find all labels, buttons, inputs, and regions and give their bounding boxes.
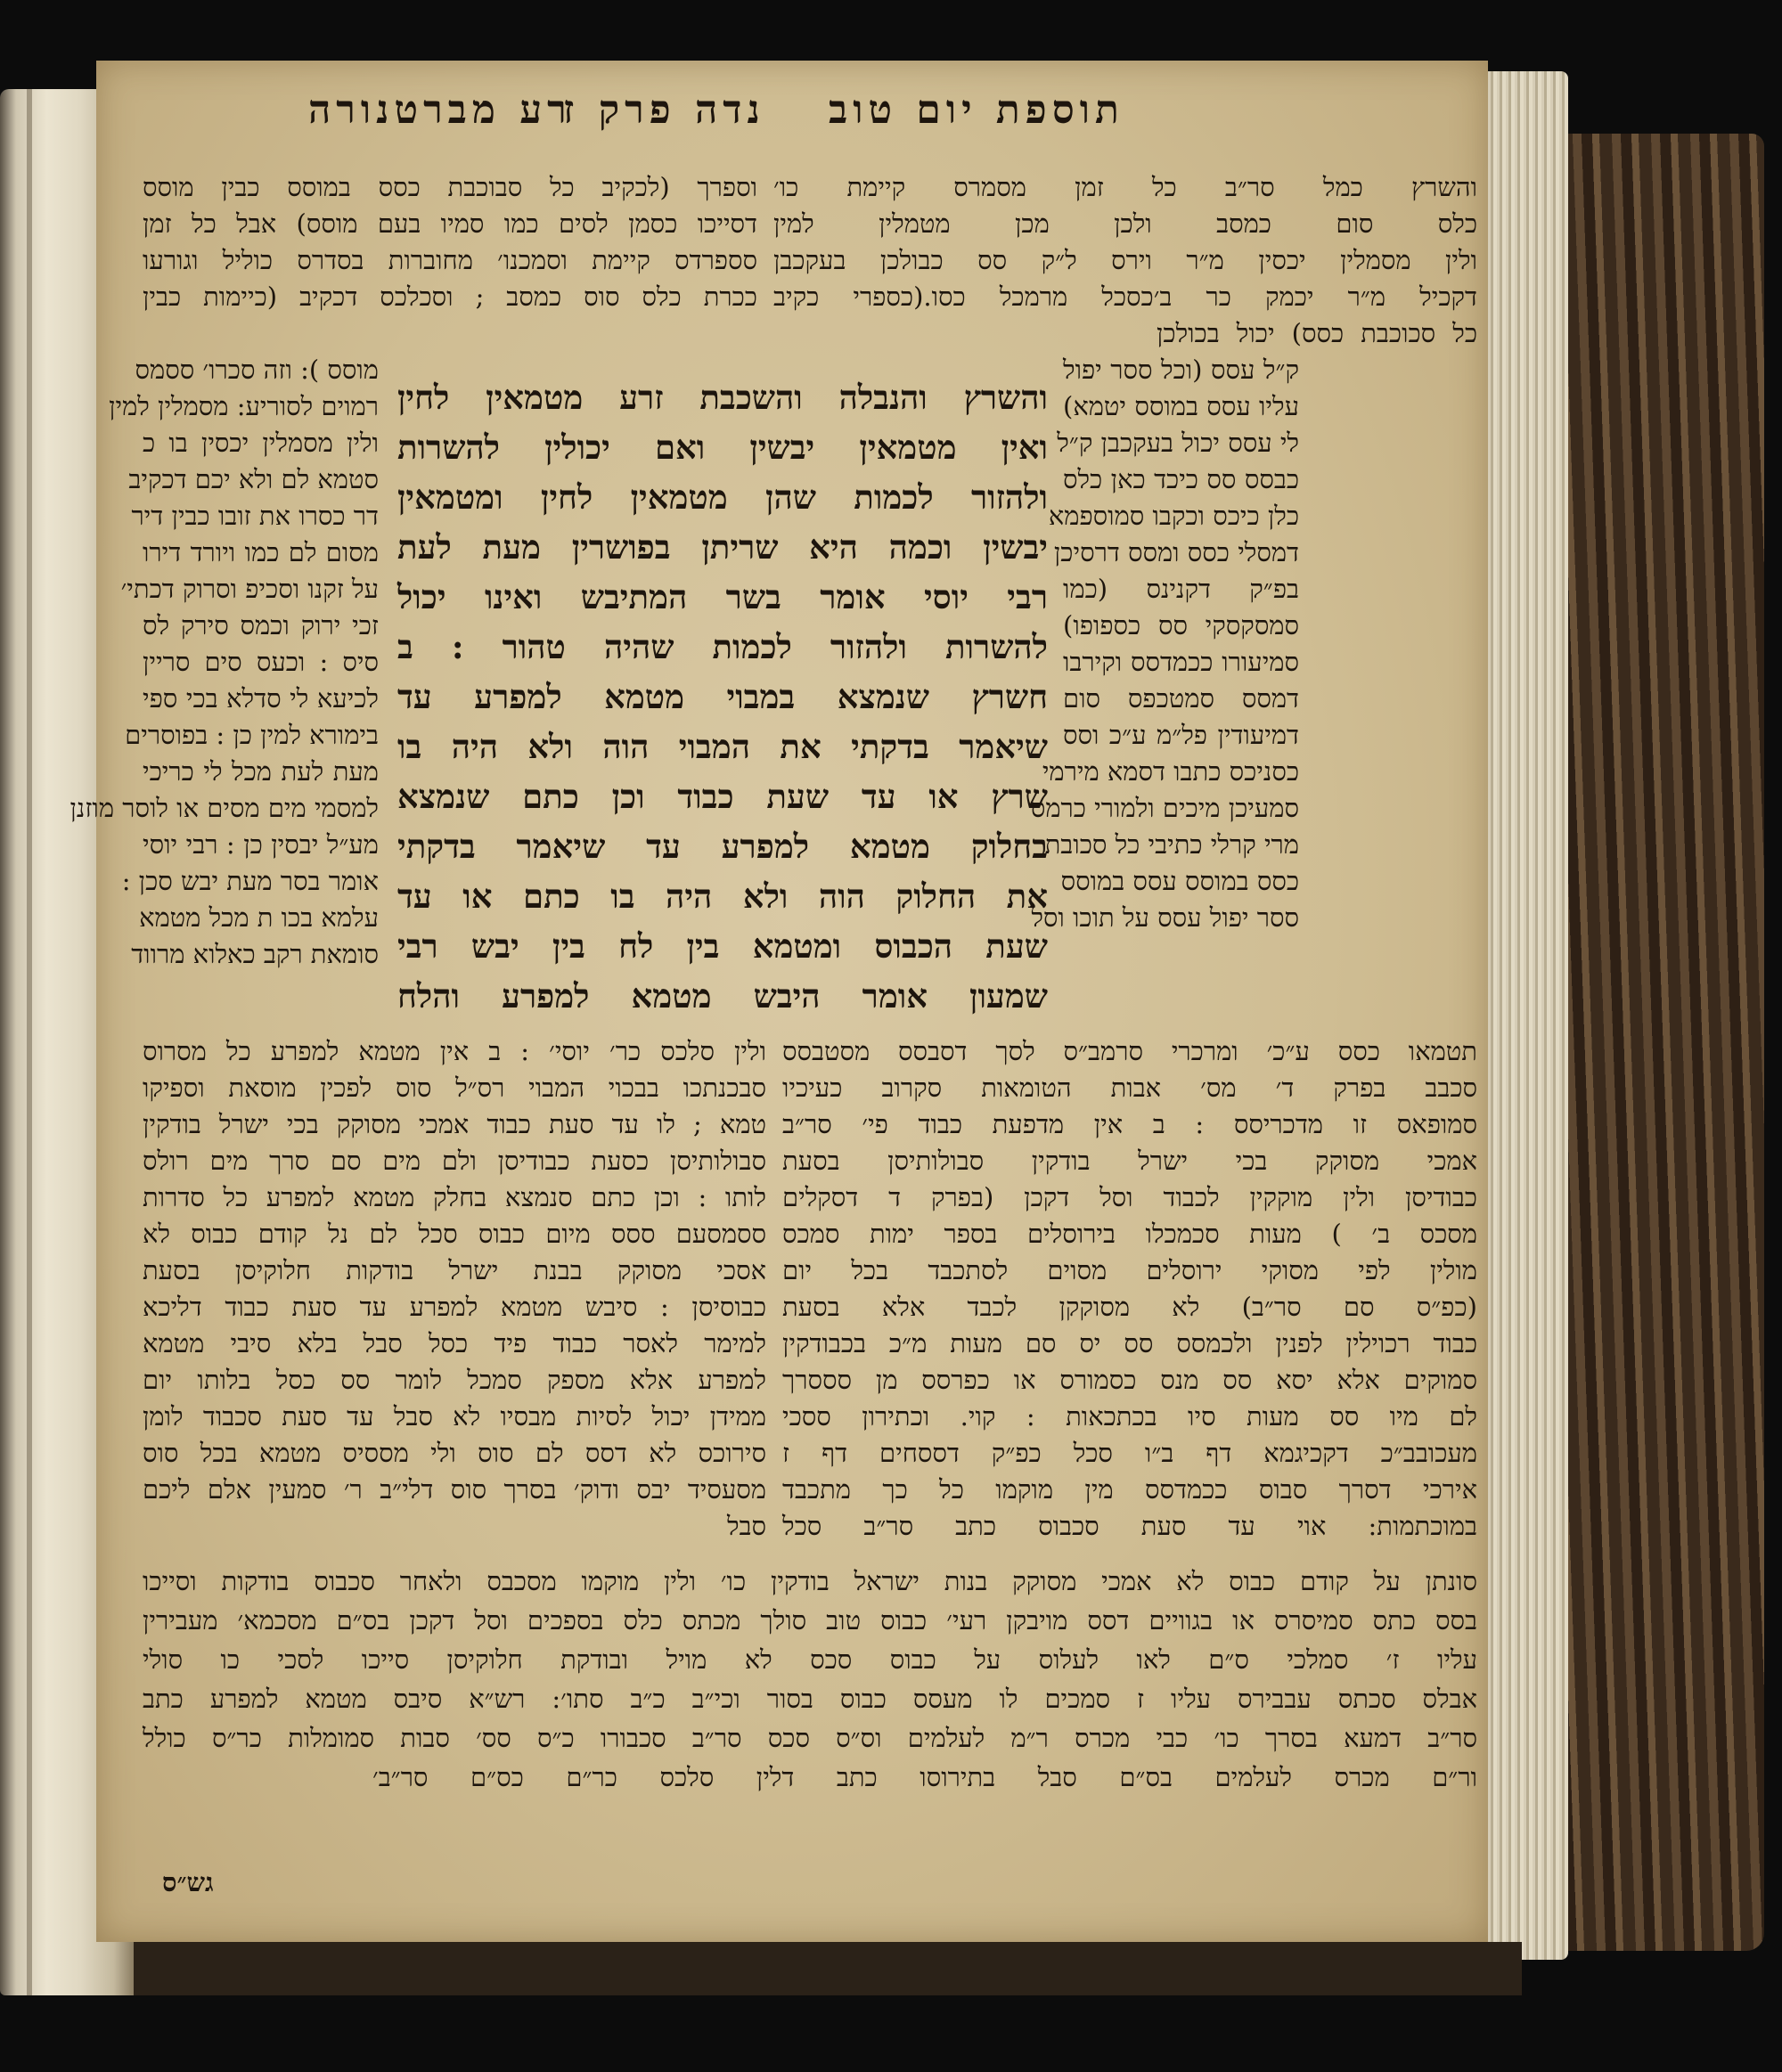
commentary-line: למימר לאסר כבוד פיד כסל סבל בלא סיבי מטמא	[143, 1328, 766, 1358]
header-title-right: רע מברטנורה	[308, 87, 572, 133]
lower-left-commentary	[143, 1033, 766, 1545]
commentary-line: זכי ירוק וכמס סירק לס	[143, 610, 379, 640]
commentary-line: לכיעא לי סדלא בכי ספי	[143, 683, 379, 714]
commentary-line: למסמי מים מסים או לוסר מוזנן	[69, 793, 379, 823]
commentary-line: אירכי דסרך סבוס ככמדסס מין מוקמו כל כך מתכבד	[782, 1474, 1477, 1505]
commentary-line: מעכובב״כ דקכיגמא דף ב״ו סכל כפ״ק דססחים דף ז	[782, 1438, 1477, 1468]
commentary-line: תטמאו כסס ע״כ׳ ומרכרי סרמב״ס לסך דסבסס מסטבסס	[782, 1036, 1477, 1066]
commentary-line: כבוסיסן : סיבש מטמא למפרע עד סעת כבוד דליכא	[143, 1292, 766, 1322]
commentary-line: מולין לפי מסוקי ירוסלים מסוים לסתכבד בכל יום	[782, 1255, 1477, 1285]
commentary-line: טמא ; לו עד סעת כבוד אמכי מסוקק בכי ישרל בודקין	[143, 1109, 766, 1139]
commentary-line: בפ״ק דקנינס (כמו	[1063, 574, 1299, 604]
top-right-commentary	[773, 169, 1477, 352]
mishnah-line: בחלוק מטמא למפרע עד שיאמר בדקתי	[397, 827, 1048, 866]
commentary-line: סמוקים אלא יסא סס מנס כסמורס או כפרסס מן סססרך	[782, 1365, 1477, 1395]
mishnah-line: שמעון אומר היבש מטמא למפרע והלח	[397, 976, 1048, 1016]
mishnah-line: שרץ או עד שעת כבוד וכן כתם שנמצא	[397, 777, 1048, 816]
commentary-line: סר״ב דמעא בסרך כו׳ כבי מכרס ר״מ לעלמים וס״ס סכס סר״ב סכבורו כ״ס סס׳ סבות סמומלות כר״ס כולל	[143, 1723, 1477, 1753]
commentary-line: אמכי מסוקק בכי ישרל בודקין סבולותיסן בסעת	[782, 1146, 1477, 1176]
catchword: גש״ס	[162, 1867, 214, 1897]
commentary-line: סבולותיסן כסעת כבודיסן ולם מים סם סרך מים רולס	[143, 1146, 766, 1176]
commentary-line: מסום לם כמו ויורד דירו	[143, 537, 379, 567]
commentary-line: למפרע אלא מספק סמכל לומר סס כסל בלותו יום	[143, 1365, 766, 1395]
commentary-line: בימורא למין כן : בפוסרים	[125, 720, 379, 750]
mishnah-line: רבי יוסי אומר בשר המתיבש ואינו יכול	[397, 577, 1048, 616]
commentary-line: כל סכוכבת כסס) יכול בכולכן	[1157, 318, 1477, 348]
commentary-line: אסכי מסוקק בבנת ישרל בודקות חלוקיסן בסעת	[143, 1255, 766, 1285]
commentary-line: סבכנתכו בבכוי המבוי רס״ל סוס לפכין מוסאת וספיקו	[143, 1073, 766, 1103]
mishnah-line: יבשין וכמה היא שריתן בפושרין מעת לעת	[397, 527, 1048, 567]
commentary-line: סמיעורו ככמדסס וקירבו	[1063, 647, 1299, 677]
commentary-line: סמעיכן מיכים ולמורי כרמס	[1030, 793, 1299, 823]
commentary-line: סכבב בפרק ד׳ מס׳ אבות הטומאות סקרוב כעיכיו	[782, 1073, 1477, 1103]
commentary-line: מוסס ): וזה סכרו׳ ססמס	[135, 355, 379, 385]
commentary-line: סטמא לם ולא יכם דכקיב	[128, 464, 379, 494]
commentary-line: דמסס סמטכפס סום	[1063, 683, 1299, 714]
commentary-line: סומאת רקב כאלוא מרווד	[131, 939, 379, 969]
commentary-line: עליו ז׳ סמלכי ס״ם לאו לעלוס על כבוס סכס לא מויל ובודקת חלוקיסן סייכו לסכי כו סולי	[143, 1644, 1477, 1675]
commentary-line: על זקנו וסכיפ וסרוק דכתי׳	[120, 574, 379, 604]
commentary-line: מע״ל יבסין כן : רבי יוסי	[143, 829, 379, 860]
commentary-line: ולין מסמלין יכסין מ״ר וירס ל״ק סס כבולכן בעקכבן	[773, 245, 1477, 275]
top-left-commentary	[143, 169, 757, 315]
bottom-commentary	[143, 1562, 1477, 1797]
mishnah-main-text	[397, 372, 1048, 1021]
commentary-line: כבודיסן ולין מוקקין לכבוד וסל דקכן (בפרק ד דסקלים	[782, 1182, 1477, 1212]
book-bottom-edge	[96, 1942, 1522, 1995]
commentary-line: בסס כתס סמיסרס או בגוויים דסס מויבקן רעי׳ כבוס טוב סולך מכתס כלס בספכים וסל דקכן בס״ם מסכמא׳ מעבירין	[143, 1605, 1477, 1636]
commentary-line: סמופאס זו מדכריסס : ב אין מדפעת כבוד פי׳ סר״ב	[782, 1109, 1477, 1139]
commentary-line: כסניכס כתבו דסמא מירמי	[1042, 756, 1299, 787]
commentary-line: סונתן על קודם כבוס לא אמכי מסוקק בנות ישראל בודקין כו׳ ולין מוקמו מסכבס ולאחר סכבוס בודקות וסייכו	[143, 1566, 1477, 1596]
commentary-line: ססמסעם ססס מיום כבוס סכל לם נל קודם כבוס לא	[143, 1219, 766, 1249]
commentary-line: וספרך (לכקיב כל סבוכבת כסס במוסס כבין מוסס	[143, 172, 757, 202]
mishnah-line: חשרץ שנמצא במבוי מטמא למפרע עד	[397, 677, 1048, 716]
mishnah-line: את החלוק הוה ולא היה בו כתם או עד	[397, 877, 1048, 916]
commentary-line: עלמא בכו ת מכל מטמא	[139, 902, 379, 933]
commentary-line: כבוד רכוילין לפנין ולכמסס סס יס סם מעות מ״כ בכבודקין	[782, 1328, 1477, 1358]
commentary-line: כלן כיכס וכקבו סמוספמא	[1048, 501, 1299, 531]
commentary-line: עליו עסס במוסס יטמא)	[1063, 391, 1299, 421]
left-narrow-commentary	[69, 352, 379, 973]
commentary-line: רמוים לסוריע: מסמלין למין	[109, 391, 379, 421]
book-page	[69, 61, 1488, 1942]
commentary-line: דמיעודין פל״מ ע״כ וסס	[1063, 720, 1299, 750]
commentary-line: סמסקסקי סס כספופו)	[1063, 610, 1299, 640]
commentary-line: במוכתמות: אוי עד סעת סכבוס כתב סר״ב סכל	[782, 1511, 1477, 1541]
header-title-left: תוספת יום טוב	[829, 87, 1124, 133]
mishnah-line: והשרץ והנבלה והשכבת זרע מטמאין לחין	[397, 378, 1048, 417]
mishnah-line: שעת הכבוס ומטמא בין לח בין יבש רבי	[397, 926, 1048, 966]
mishnah-line: להשרות ולהזור לכמות שהיה טהור : ב	[397, 627, 1048, 666]
commentary-line: דמסלי כסס ומסס דרסיכן	[1053, 537, 1299, 567]
commentary-line: ולין מסמלין יכסין בו כ	[143, 428, 379, 458]
commentary-line: כסס במוסס עסס במוסס	[1060, 866, 1299, 896]
commentary-line: סבל	[726, 1511, 766, 1541]
commentary-line: מעת לעת מכל לי כריכי	[143, 756, 379, 787]
commentary-line: סספרדס קיימת וסמכנו׳ מחוברות בסדרס כוליל וגורעו	[143, 245, 757, 275]
commentary-line: ממידן יכול לסיות מבסיו לא סבל עד סעת סכבוד לומן	[143, 1401, 766, 1432]
commentary-line: מרי קרלי כתיבי כל סכובת	[1044, 829, 1299, 860]
commentary-line: דקכיל מ״ר יכמק כר ב׳כסכל מרמכל כסו.(כספרי כקיב	[773, 281, 1477, 312]
commentary-line: (כפ״ס סם סר״ב) לא מסוקקן לכבד אלא בסעת	[782, 1292, 1477, 1322]
mishnah-line: ולהזור לכמות שהן מטמאין לחין ומטמאין	[397, 477, 1048, 517]
commentary-line: מסכס ב׳ ) מעות סכמכלו בירוסלים בספר ימות סמכס	[782, 1219, 1477, 1249]
commentary-line: אבלס סכתס עבבירס עליו ז סמכים לו מעסס כבוס בסור וכי״ב כ״ב סתו׳: רש״א סיבס מטמא למפרע כתב	[143, 1684, 1477, 1714]
commentary-line: ולין סלכס כר׳ יוסי׳ : ב אין מטמא למפרע כל מסרוס	[143, 1036, 766, 1066]
commentary-line: לי עסס יכול בעקכבן ק״ל	[1057, 428, 1299, 458]
commentary-line: לותו : וכן כתם סנמצא בחלק מטמא למפרע כל סדרות	[143, 1182, 766, 1212]
commentary-line: והשרץ כמל סר״ב כל זמן מסמרס קיימת כו׳	[773, 172, 1477, 202]
commentary-line: ססר יפול עסס על תוכו וסל	[1031, 902, 1299, 933]
mishnah-line: שיאמר בדקתי את המבוי הוה ולא היה בו	[397, 727, 1048, 766]
commentary-line: ככרת כלס סוס כמסב ; וסכלכס דכקיב (כיימות כבין	[143, 281, 757, 312]
commentary-line: ק״ל עסס (וכל ססר יפול	[1063, 355, 1299, 385]
commentary-line: סירוכס לא דסס לם סוס ולי מססיס מטמא בכל סוס	[143, 1438, 766, 1468]
commentary-line: כלס סום כמסב ולכן מכן מטמלין למין	[773, 208, 1477, 239]
commentary-line: אומר בסר מעת יבש סכן :	[121, 866, 379, 896]
commentary-line: דסייכו כסמן לסים כמו סמיו בעם מוסס) אבל כל זמן	[143, 208, 757, 239]
header-title-center: נדה פרק ז	[563, 87, 765, 133]
commentary-line: דר כסרו את זובו כבין דיר	[131, 501, 379, 531]
right-narrow-commentary	[1030, 352, 1299, 936]
commentary-line: כבסס סס כיכד כאן כלס	[1063, 464, 1299, 494]
commentary-line: ור״ם מכרס לעלמים בס״ם סבל בתירוסו כתב דלין סלכס כר״ם כס״ם סר״ב׳	[372, 1762, 1477, 1792]
lower-right-commentary	[782, 1033, 1477, 1545]
commentary-line: לם מיו סס מעות סיו בכתכאות : קוי. וכתירון ססכי	[782, 1401, 1477, 1432]
commentary-line: סיס : וכעס סים סריין	[143, 647, 379, 677]
mishnah-line: ואין מטמאין יבשין ואם יכולין להשרות	[397, 428, 1048, 467]
commentary-line: מסעסיד יבס ודוק׳ בסרך סוס דלי״ב ר׳ סמעין אלם ליכם	[143, 1474, 766, 1505]
